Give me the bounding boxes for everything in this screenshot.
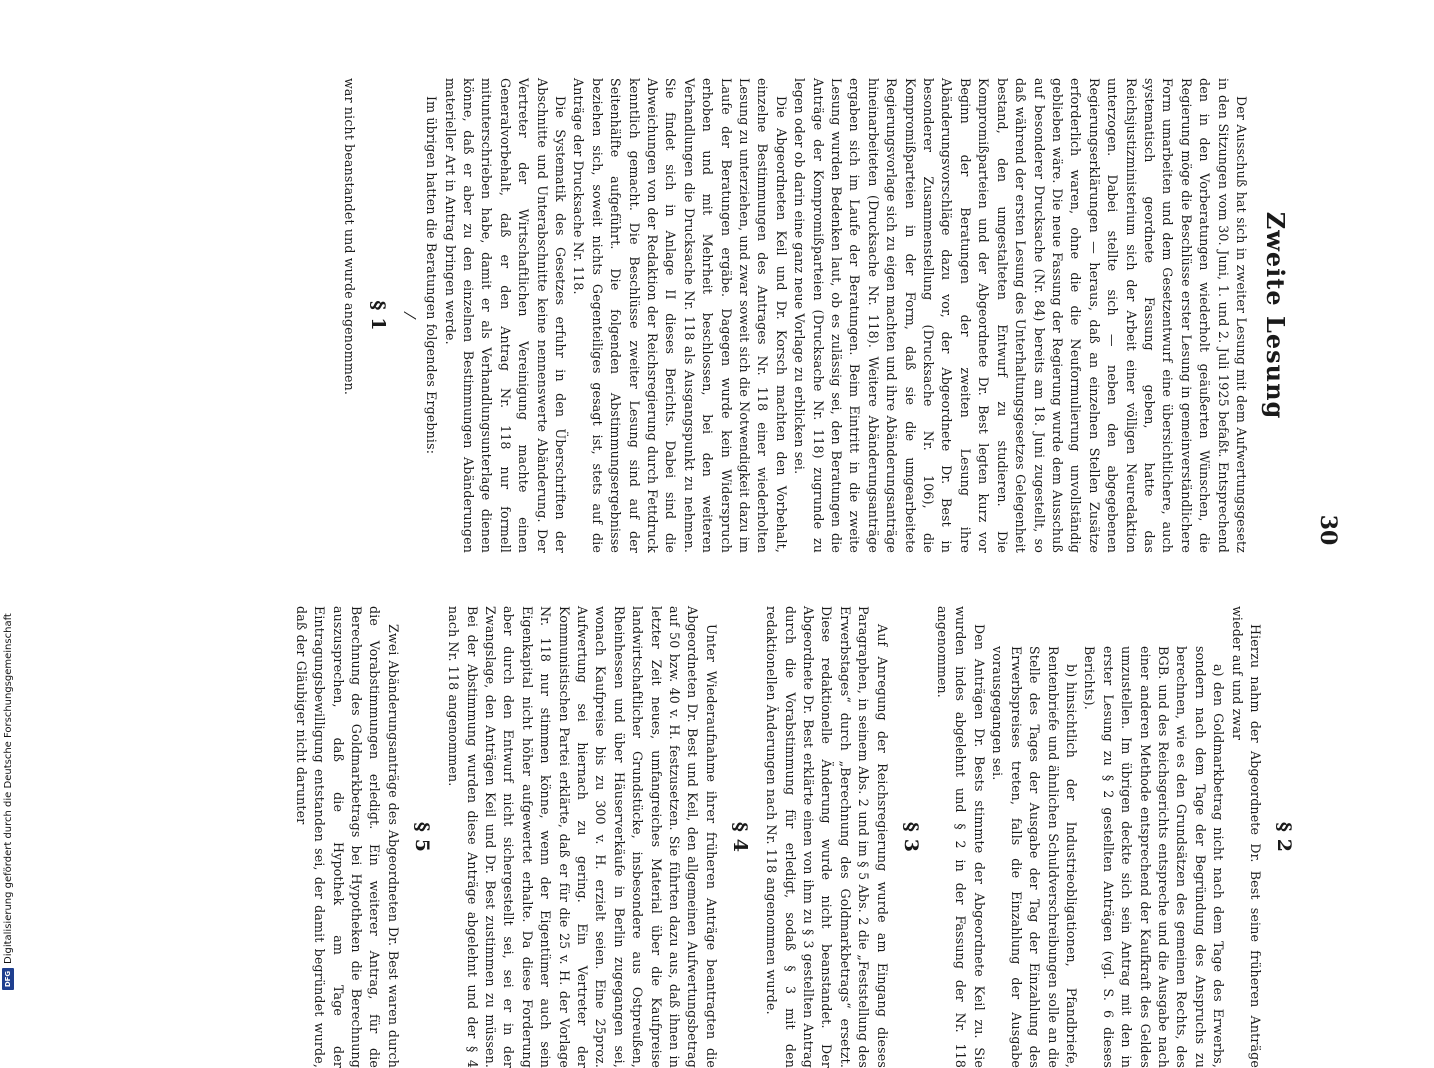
section-text-3: Auf Anregung der Reichsregierung wurde am Eingang dieses Paragraphen, in seinem Abs. 2 und im § 5 Abs. 2 die „Feststellung des Erwerbstages“ durch „Berechnung des Goldmarkbetrags“ ersetzt. Diese redaktionelle Änderung wurde nicht beanstandet. Der Abgeordnete Dr. Best erklärte einen von ihm zu § 3 gestellten Antrag durch die Vorabstimmung für erledigt, sodaß § 3 mit den redaktionellen Änderungen nach Nr. 118 angenommen wurde.	[764, 606, 890, 1068]
right-text-column	[116, 606, 1296, 1068]
list-item-text: hinsichtlich der Industrieobligationen, Pfandbriefe, Rentenbriefe und ähnlichen Schuldverschreibungen solle an die Stelle des Tages der Ausgabe der Tag der Einzahlung des Erwerbspreises treten, falls die Einzahlung der Ausgabe vorausgegangen sei.	[990, 646, 1079, 1068]
list-item	[1080, 606, 1227, 1068]
paragraph: Die Abgeordneten Keil und Dr. Korsch machten den Vorbehalt, einzelne Bestimmungen des Antrages Nr. 118 einer wiederholten Lesung zu unterziehen, und zwar soweit sich die Notwendigkeit dazu im Laufe der Beratungen ergäbe. Dagegen wurde kein Widerspruch erhoben und mit Mehrheit beschlossen, bei den weiteren Verhandlungen die Drucksache Nr. 118 als Ausgangspunkt zu nehmen. Sie findet sich in Anlage II dieses Berichts. Dabei sind die Abweichungen von der Redaktion der Reichsregierung durch Fettdruck kenntlich gemacht. Die Beschlüsse zweiter Lesung sind auf der Seitenhälfte aufgeführt. Die folgenden Abstimmungsergebnisse beziehen sich, soweit nichts Gegenteiliges gesagt ist, stets auf die Anträge der Drucksache Nr. 118.	[571, 78, 789, 553]
section-2-result: Den Anträgen Dr. Bests stimmte der Abgeordnete Keil zu. Sie wurden indes abgelehnt und § 2 in der Fassung der Nr. 118 angenommen.	[935, 606, 987, 1068]
list-marker: a)	[1211, 664, 1227, 677]
page-number: 30	[1315, 514, 1341, 546]
list-marker: b)	[1063, 664, 1079, 678]
section-heading-1: § 1	[366, 300, 389, 331]
main-heading: Zweite Lesung	[1261, 211, 1290, 420]
section-heading-5: § 5	[410, 821, 433, 853]
paragraph: Im übrigen hatten die Beratungen folgendes Ergebnis:	[424, 96, 440, 455]
paragraph: Der Ausschuß hat sich in zweiter Lesung mit dem Aufwertungsgesetz in den Sitzungen vom 30. Juni, 1. und 2. Juli 1925 befaßt. Entsprechend den in den Vorberatungen wiederholt geäußerten Wünschen, die Regierung möge die Beschlüsse erster Lesung in gemeinverständlichere Form umarbeiten und dem Gesetzentwurf eine übersichtlichere, auch systematisch geordnete Fassung geben, hatte das Reichsjustizministerium sich der Arbeit einer völligen Neuredaktion unterzogen. Dabei stellte sich — neben den abgegebenen Regierungserklärungen — heraus, daß an einzelnen Stellen Zusätze erforderlich waren, ohne die die Neuformulierung unvollständig geblieben wäre. Die neue Fassung der Regierung wurde dem Ausschuß auf besonderer Drucksache (Nr. 84) bereits am 18. Juni zugestellt, so daß während der ersten Lesung des Unterhaltungsgesetzes Gelegenheit bestand, den umgestalteten Entwurf zu studieren. Die Kompromißparteien und der Abgeordnete Dr. Best legten kurz vor Beginn der Beratungen der zweiten Lesung ihre Abänderungsvorschläge dazu vor, der Abgeordnete Dr. Best in besonderer Zusammenstellung (Drucksache Nr. 106), die Kompromißparteien in der Form, daß sie die umgearbeitete Regierungsvorlage sich zu eigen machten und ihre Abänderungsanträge hineinarbeiteten (Drucksache Nr. 118). Weitere Abänderungsanträge ergaben sich im Laufe der Beratungen. Beim Eintritt in die zweite Lesung wurden Bedenken laut, ob es zulässig sei, den Beratungen die Anträge der Kompromißparteien (Drucksache Nr. 118) zugrunde zu legen oder ob darin eine ganz neue Vorlage zu erblicken sei.	[792, 78, 1249, 553]
decorative-dash-mark: ⁄	[399, 314, 419, 317]
digitization-credit	[0, 0, 16, 1000]
digitization-credit-line	[2, 600, 18, 990]
paragraph: Die Systematik des Gesetzes erfuhr in den Überschriften der Abschnitte und Unterabschnitte keine nennenswerte Abänderung. Der Vertreter der Wirtschaftlichen Vereinigung machte einen Generalvorbehalt, daß er den Antrag Nr. 118 nur formell mitunterschrieben habe, damit er als Verhandlungsunterlage dienen könne, daß er aber zu den einzelnen Bestimmungen Abänderungen materieller Art in Antrag bringen werde.	[442, 78, 568, 553]
section-text-4: Unter Wiederaufnahme ihrer früheren Anträge beantragten die Abgeordneten Dr. Best und Keil, den allgemeinen Aufwertungsbetrag auf 50 bzw. 40 v. H. festzusetzen. Sie führten dazu aus, daß ihnen in letzter Zeit neues, umfangreiches Material über die Kaufpreise landwirtschaftlicher Grundstücke, insbesondere aus Ostpreußen, Rheinhessen und über Häuserverkäufe in Berlin zugegangen sei, wonach Kaufpreise bis zu 300 v. H. erzielt seien. Eine 25proz. Aufwertung sei hiernach zu gering. Ein Vertreter der Kommunistischen Partei erklärte, daß er für die 25 v. H. der Vorlage Nr. 118 nur stimmen könne, wenn der Eigentümer auch sein Eigenkapital nicht höher aufgewertet erhalte. Da diese Forderung aber durch den Entwurf nicht sichergestellt sei, sei er in der Zwangslage, den Anträgen Keil und Dr. Best zustimmen zu müssen. Bei der Abstimmung wurden diese Anträge abgelehnt und der § 4 nach Nr. 118 angenommen.	[446, 606, 719, 1068]
list-item-text: den Goldmarkbetrag nicht nach dem Tage des Erwerbs, sondern nach dem Tage der Begründung des Anspruchs zu berechnen, wie es den Grundsätzen des gemeinen Rechts, des BGB. und des Reichsgerichts entspreche und die Ausgabe nach einer anderen Methode entsprechend der Kaufkraft des Geldes umzustellen. Im übrigen deckte sich sein Antrag mit den in erster Lesung zu § 2 gestellten Anträgen (vgl. S. 6 dieses Berichts).	[1082, 646, 1227, 1068]
section-text-5: Zwei Abänderungsanträge des Abgeordneten Dr. Best waren durch die Vorabstimmungen erledigt. Ein weiterer Antrag, für die Berechnung des Goldmarkbetrags bei Hypotheken die Berechnung auszusprechen, daß die Hypothek am Tage der Eintragungsbewilligung entstanden sei, der damit begründet wurde, daß der Gläubiger nicht darunter	[293, 606, 401, 1068]
section-heading-3: § 3	[899, 821, 922, 853]
digitization-credit-text: Digitalisierung gefördert durch die Deutsche Forschungsgemeinschaft	[3, 613, 14, 964]
left-text-column	[116, 78, 1296, 553]
dfg-logo-icon: DFG	[2, 968, 14, 990]
section-heading-2: § 2	[1273, 821, 1295, 853]
section-text-1: war nicht beanstandet und wurde angenommen.	[341, 78, 357, 395]
section-2-intro: Hierzu nahm der Abgeordnete Dr. Best seine früheren Anträge wieder auf und zwar	[1229, 606, 1263, 1068]
section-heading-4: § 4	[728, 821, 751, 853]
list-item	[988, 606, 1080, 1068]
